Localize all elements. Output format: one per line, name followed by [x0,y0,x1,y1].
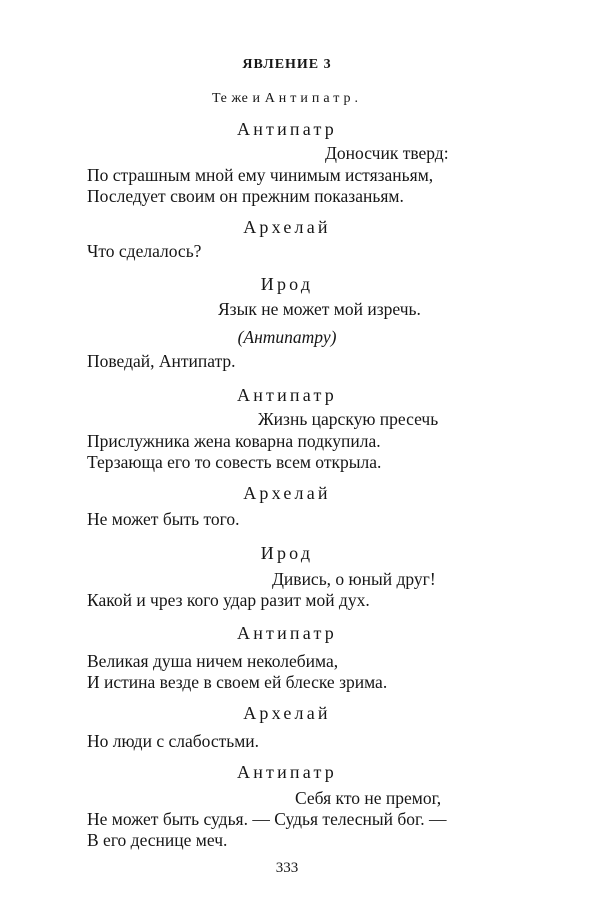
verse-line: Терзающа его то совесть всем открыла. [87,452,382,472]
stage-direction-inline: (Антипатру) [237,327,337,347]
verse-line: Что сделалось? [87,241,202,261]
verse-line: В его деснице меч. [87,830,228,850]
verse-line: Себя кто не премог, [295,788,442,808]
verse-line: По страшным мной ему чинимым истязаньям, [87,165,434,185]
verse-line: Дивись, о юный друг! [272,569,436,589]
verse-line: Жизнь царскую пресечь [258,409,439,429]
verse-line: Поведай, Антипатр. [87,351,236,371]
verse-line: Прислужника жена коварна подкупила. [87,431,381,451]
verse-line: И истина везде в своем ей блеске зрима. [87,672,388,692]
speaker-name: Антипатр [237,119,337,139]
speaker-name: Ирод [260,274,314,294]
speaker-name: Антипатр [237,385,337,405]
verse-line: Не может быть судья. — Судья телесный бог. — [87,809,447,829]
speaker-name: Антипатр [237,762,337,782]
stage-direction [0,89,574,109]
scene-title: ЯВЛЕНИЕ 3 [242,57,332,72]
speaker-name: Антипатр [237,623,337,643]
verse-line: Великая душа ничем неколебима, [87,651,339,671]
verse-line: Последует своим он прежним показаньям. [87,186,404,206]
verse-line: Доносчик тверд: [325,143,449,163]
speaker-name: Архелай [243,703,331,723]
stage-direction-name: Антипатр. [264,91,363,106]
stage-direction-prefix: Те же и [211,91,265,106]
verse-line: Но люди с слабостьми. [87,731,260,751]
speaker-name: Архелай [243,217,331,237]
verse-line: Язык не может мой изречь. [218,299,421,319]
speaker-name: Ирод [260,543,314,563]
verse-line: Не может быть того. [87,509,240,529]
speaker-name: Архелай [243,483,331,503]
page-number: 333 [275,860,299,876]
verse-line: Какой и чрез кого удар разит мой дух. [87,590,370,610]
